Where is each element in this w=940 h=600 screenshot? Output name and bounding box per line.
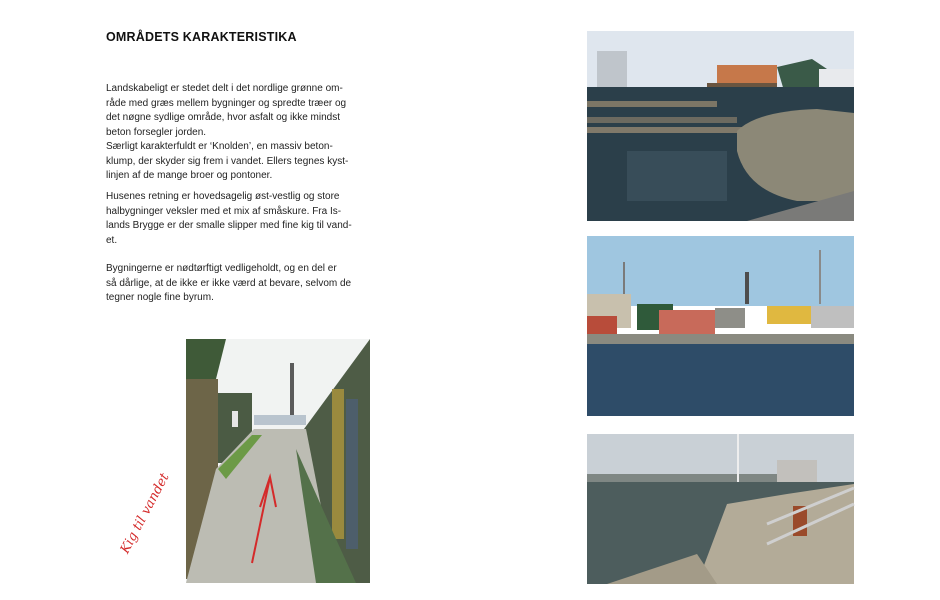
text-line: et. <box>106 234 118 246</box>
paragraph-buildings-orientation <box>106 190 376 248</box>
text-line: lands Brygge er der smalle slipper med fine kig til vand- <box>106 220 352 231</box>
paragraph-maintenance <box>106 262 376 306</box>
text-line: Landskabeligt er stedet delt i det nordlige grønne om- <box>106 83 343 94</box>
text-line: så dårlige, at de ikke er ikke værd at bevare, selvom de <box>106 277 352 289</box>
photo-harbour-view <box>587 236 854 416</box>
text-line: det nøgne sydlige område, hvor asfalt og ikke mindst <box>106 112 341 123</box>
text-line: tegner nogle fine byrum. <box>106 292 214 303</box>
text-line: Særligt karakterfuldt er ‘Knolden’, en massiv beton- <box>106 141 333 152</box>
paragraph-landscape <box>106 82 376 184</box>
handwritten-note-text: Kig til vandet <box>117 470 173 557</box>
text-line: beton forsegler jorden. <box>106 126 207 138</box>
handwritten-note <box>92 470 173 568</box>
text-line: Husenes retning er hovedsagelig øst-vestlig og store <box>106 191 340 202</box>
text-line: linjen af de mange broer og pontoner. <box>106 170 273 181</box>
photo-concrete-shore <box>587 434 854 584</box>
text-line: halbygninger veksler med et mix af småskure. Fra Is- <box>106 205 342 217</box>
text-line: Bygningerne er nødtørftigt vedligeholdt, og en del er <box>106 263 337 274</box>
text-line: råde med græs mellem bygninger og spredte træer og <box>106 97 347 109</box>
page-title: OMRÅDETS KARAKTERISTIKA <box>106 30 297 44</box>
photo-alley-to-water <box>186 339 370 583</box>
photo-piers-and-knoll <box>587 31 854 221</box>
text-line: klump, der skyder sig frem i vandet. Ellers tegnes kyst- <box>106 155 349 167</box>
